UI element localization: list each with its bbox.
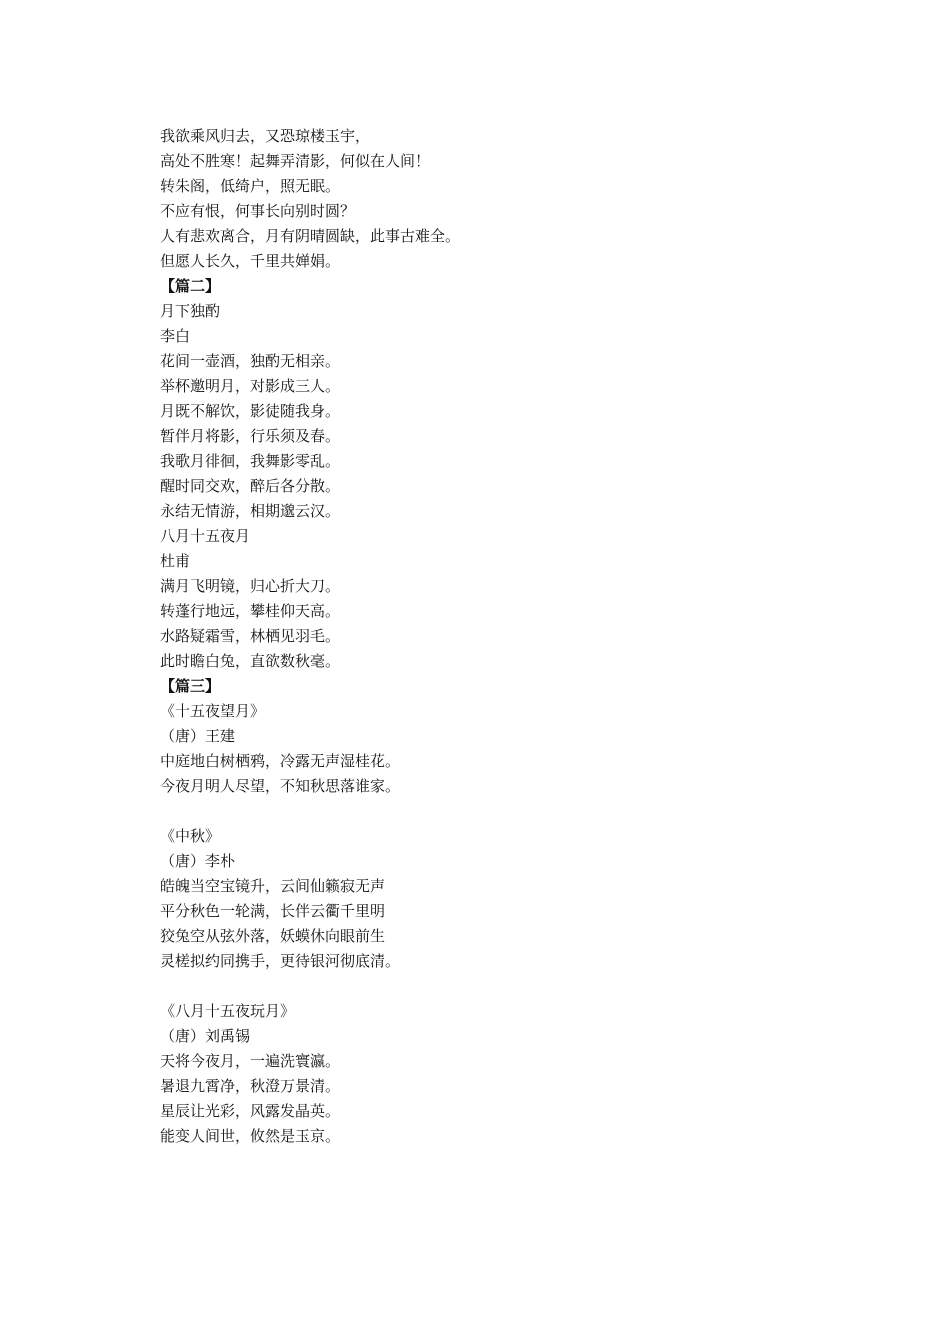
poem-line: 我歌月徘徊，我舞影零乱。 bbox=[160, 452, 341, 470]
poem-title: 《八月十五夜玩月》 bbox=[160, 1002, 296, 1020]
poem-line: 皓魄当空宝镜升，云间仙籁寂无声 bbox=[160, 877, 386, 895]
poem-line: 灵槎拟约同携手，更待银河彻底清。 bbox=[160, 952, 401, 970]
poem-line: 星辰让光彩，风露发晶英。 bbox=[160, 1102, 341, 1120]
poem-line: 今夜月明人尽望，不知秋思落谁家。 bbox=[160, 777, 401, 795]
section-heading-part3: 【篇三】 bbox=[160, 677, 221, 695]
poem-shiwuyewangyue bbox=[160, 699, 860, 799]
poem-line: 中庭地白树栖鸦，冷露无声湿桂花。 bbox=[160, 752, 401, 770]
poem-author: （唐）刘禹锡 bbox=[160, 1027, 251, 1045]
poem-line: 高处不胜寒！起舞弄清影，何似在人间！ bbox=[160, 152, 431, 170]
section-heading-part2: 【篇二】 bbox=[160, 277, 221, 295]
poem-line: 水路疑霜雪，林栖见羽毛。 bbox=[160, 627, 341, 645]
blank-line bbox=[160, 974, 860, 999]
poem-title: 八月十五夜月 bbox=[160, 527, 251, 545]
poem-line: 人有悲欢离合，月有阴晴圆缺，此事古难全。 bbox=[160, 227, 461, 245]
poem-author: 杜甫 bbox=[160, 552, 191, 570]
poem-title: 《十五夜望月》 bbox=[160, 702, 266, 720]
poem-line: 但愿人长久，千里共婵娟。 bbox=[160, 252, 341, 270]
poem-line: 醒时同交欢，醉后各分散。 bbox=[160, 477, 341, 495]
poem-line: 暂伴月将影，行乐须及春。 bbox=[160, 427, 341, 445]
poem-line: 转蓬行地远，攀桂仰天高。 bbox=[160, 602, 341, 620]
poem-title: 《中秋》 bbox=[160, 827, 221, 845]
poem-fragment bbox=[160, 124, 860, 274]
blank-line bbox=[160, 799, 860, 824]
poem-line: 转朱阁，低绮户，照无眠。 bbox=[160, 177, 341, 195]
poem-author: （唐）李朴 bbox=[160, 852, 236, 870]
poem-yuexiaduzhuo bbox=[160, 299, 860, 524]
poem-line: 狡兔空从弦外落，妖蟆休向眼前生 bbox=[160, 927, 386, 945]
poem-line: 我欲乘风归去，又恐琼楼玉宇， bbox=[160, 127, 371, 145]
poem-line: 天将今夜月，一遍洗寰瀛。 bbox=[160, 1052, 341, 1070]
poem-zhongqiu bbox=[160, 824, 860, 974]
poem-title: 月下独酌 bbox=[160, 302, 221, 320]
poem-bayueshiwuyeyue bbox=[160, 524, 860, 674]
poem-bayueshiwuyewanyue bbox=[160, 999, 860, 1149]
poem-author: 李白 bbox=[160, 327, 191, 345]
poem-line: 永结无情游，相期邈云汉。 bbox=[160, 502, 341, 520]
poem-line: 此时瞻白兔，直欲数秋毫。 bbox=[160, 652, 341, 670]
poem-line: 暑退九霄净，秋澄万景清。 bbox=[160, 1077, 341, 1095]
poem-line: 平分秋色一轮满，长伴云衢千里明 bbox=[160, 902, 386, 920]
document-page bbox=[160, 124, 860, 1149]
poem-line: 举杯邀明月，对影成三人。 bbox=[160, 377, 341, 395]
poem-line: 能变人间世，攸然是玉京。 bbox=[160, 1127, 341, 1145]
poem-line: 月既不解饮，影徒随我身。 bbox=[160, 402, 341, 420]
poem-line: 花间一壶酒，独酌无相亲。 bbox=[160, 352, 341, 370]
poem-author: （唐）王建 bbox=[160, 727, 236, 745]
poem-line: 满月飞明镜，归心折大刀。 bbox=[160, 577, 341, 595]
poem-line: 不应有恨，何事长向别时圆？ bbox=[160, 202, 356, 220]
